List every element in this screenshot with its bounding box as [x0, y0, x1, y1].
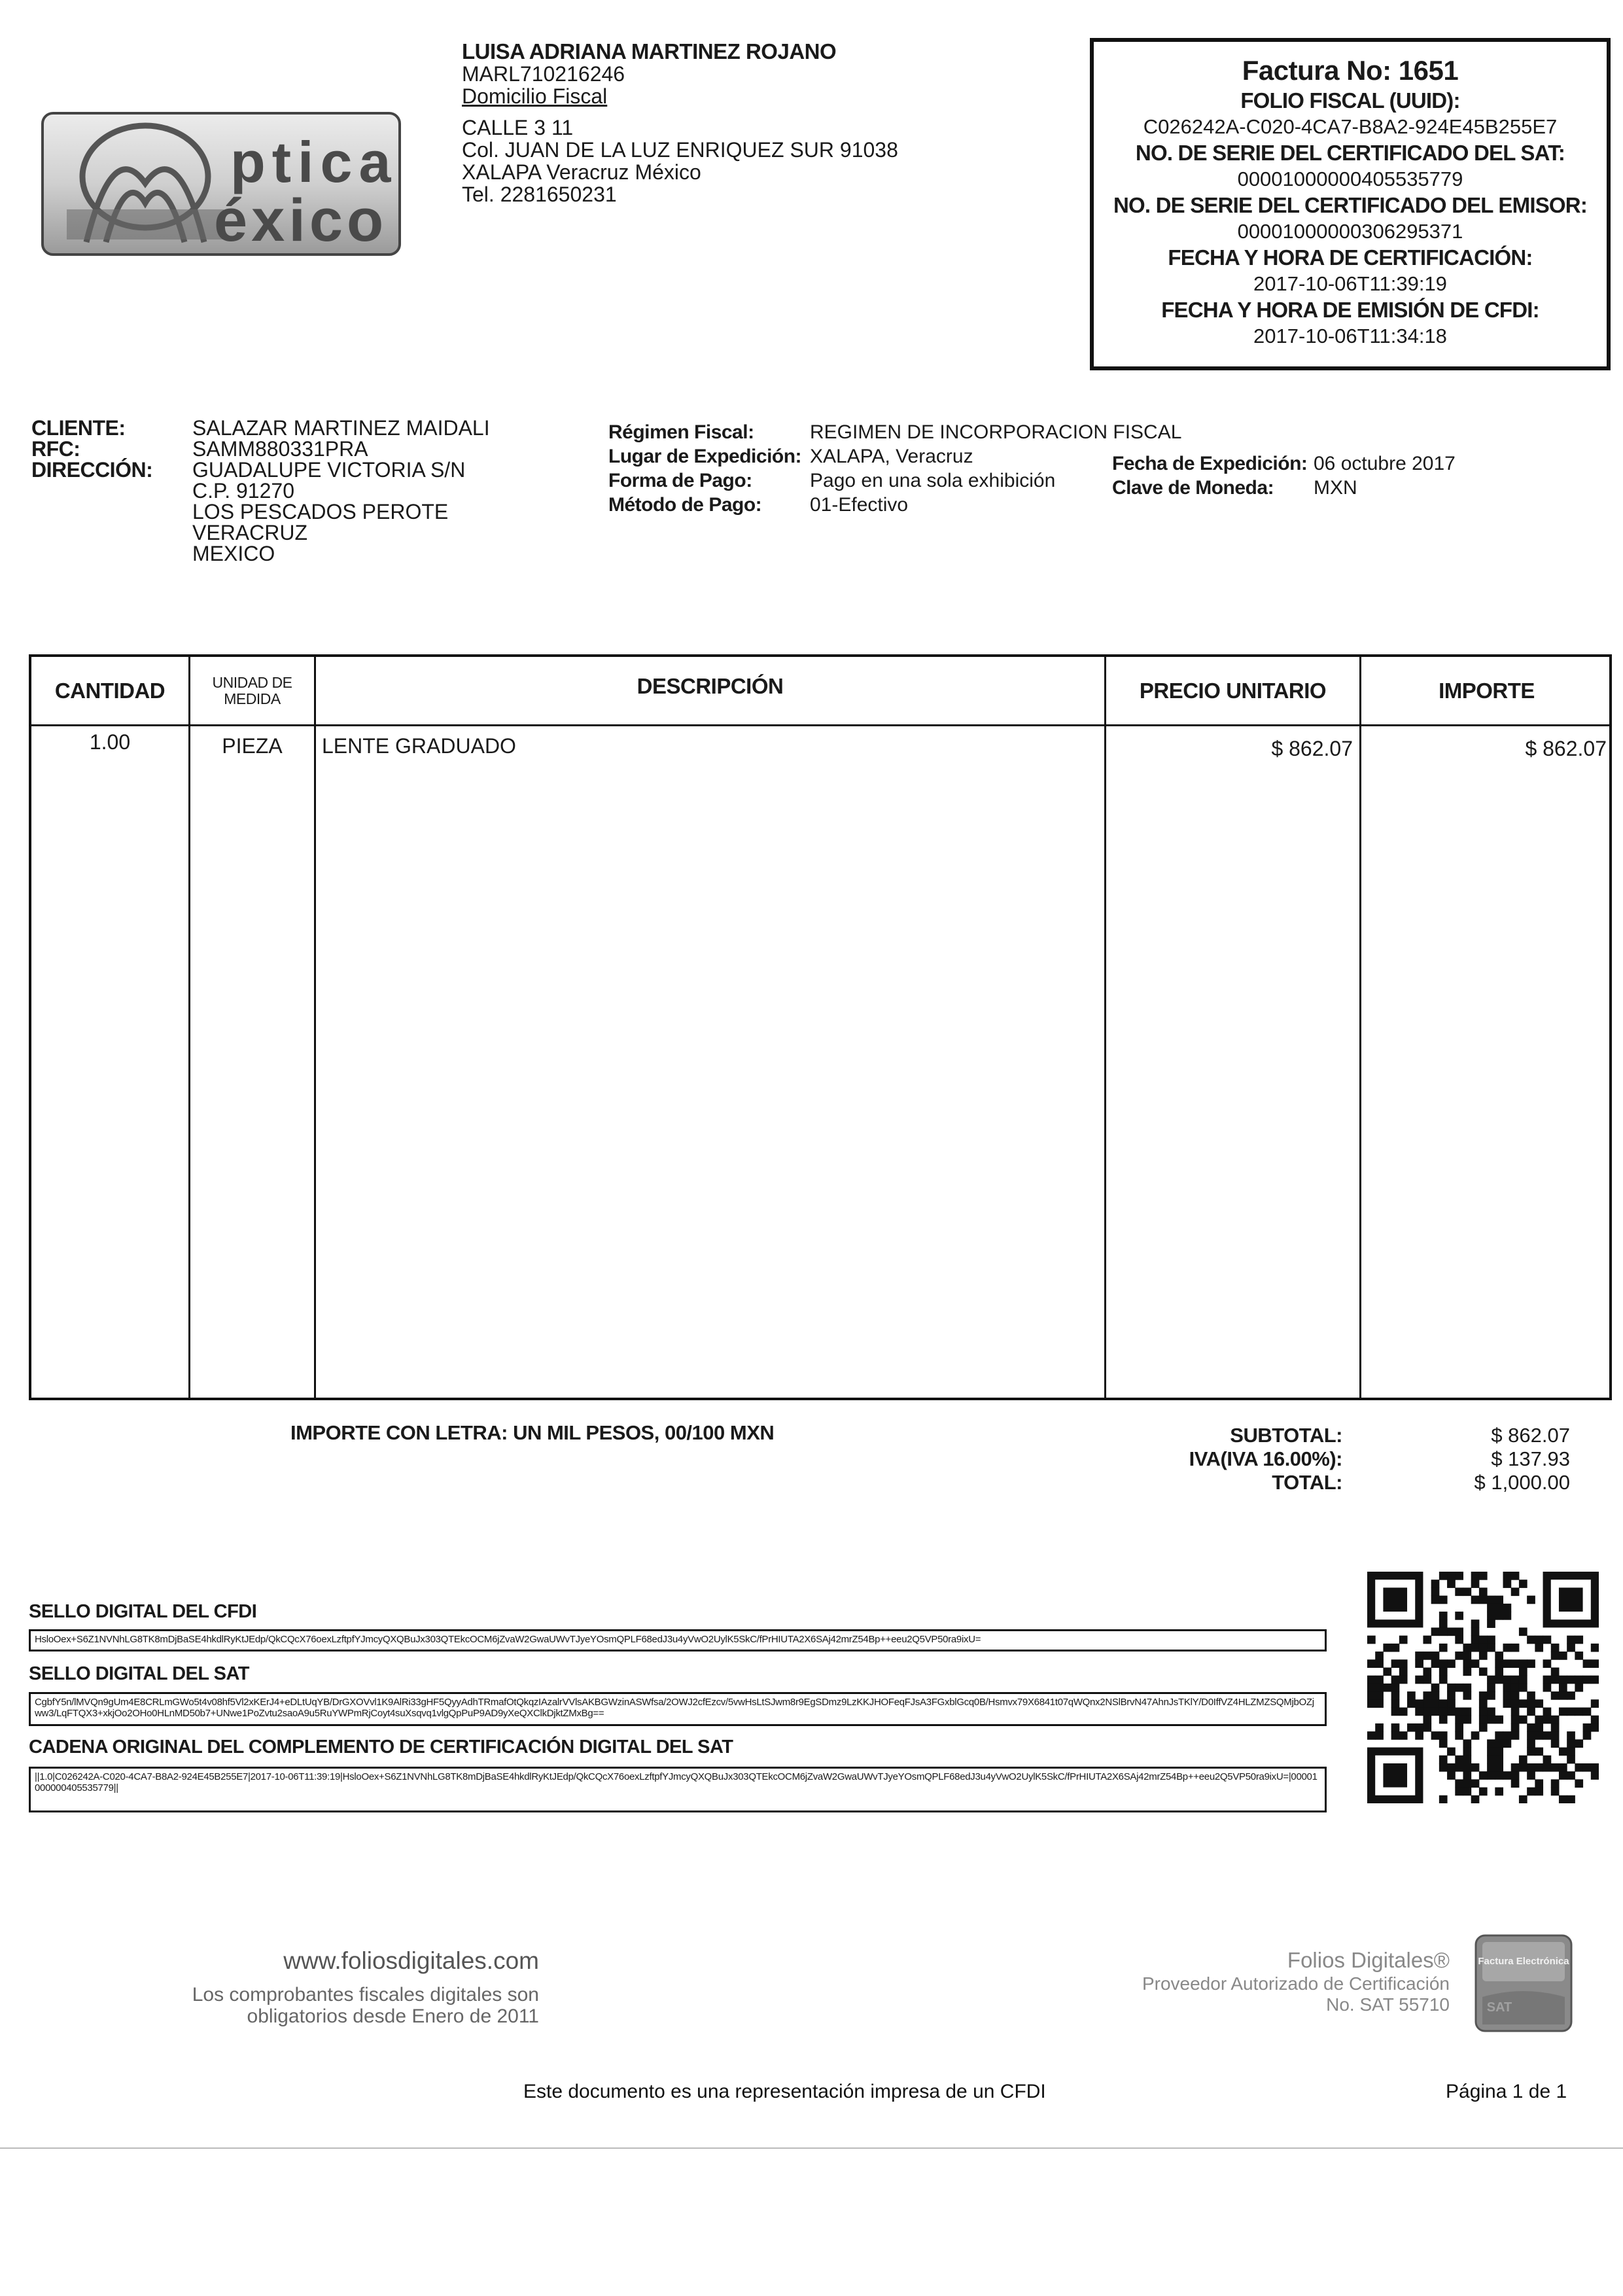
rfc-label: RFC: — [31, 437, 80, 461]
client-addr-5: MEXICO — [192, 542, 275, 565]
cadena-original-box: ||1.0|C026242A-C020-4CA7-B8A2-924E45B255E7|2017-10-06T11:39:19|HsloOex+S6Z1NVNhLG8TK8mDjBaSE4hkdlRyKtJEdp/QkCQcX76oexLzftpfYJmcyQXQBuJx303QTEkcOCM6jZvaW2GwaUWvTJyeYOsmQPLF68edJ3u4yVwO2UylK5SkC/fPrHIUTA2X6SAj42mrZ54Bp++eeu2Q5VP50ra9ixU=|00001000000405535779|| — [29, 1767, 1327, 1812]
moneda-value: MXN — [1314, 477, 1357, 499]
total-label: TOTAL: — [1272, 1471, 1342, 1494]
logo-text-top: ptica — [230, 130, 398, 194]
col-unidad-line2: MEDIDA — [224, 690, 281, 707]
iva-label: IVA(IVA 16.00%): — [1189, 1447, 1342, 1470]
footer-divider — [0, 2147, 1623, 2149]
col-cantidad: CANTIDAD — [54, 678, 166, 703]
client-rfc: SAMM880331PRA — [192, 437, 368, 461]
domicilio-fiscal-label: Domicilio Fiscal — [462, 84, 608, 108]
footer-website: www.foliosdigitales.com — [283, 1947, 539, 1974]
client-addr-3: LOS PESCADOS PEROTE — [192, 500, 449, 523]
factura-electronica-badge — [1473, 1933, 1574, 2034]
lugar-label: Lugar de Expedición: — [608, 446, 802, 467]
sello-sat-box: CgbfY5n/lMVQn9gUm4E8CRLmGWo5t4v08hf5Vl2xKErJ4+eDLtUqYB/DrGXOVvl1K9AlRi33gHF5QyyAdhTRmafOtQkqzIAzalrVVlsAKBGWzinASWfsa/2OWJ2cfEzcv/5vwHsLtSJwm8r9EgSDmz9LzKKJHOFeqFJsA3FGxblGcq0B/Hsmvx79X6841t07qWQnx2NSlBrvN47AhnJsTKlY/D0IffVZ4HLZMZSQMjbOZjww3/LqFTQX3+xkjOo2OHo0HLnMD50b7+UNwe1PoZvtu2saoA9u5RuYWPmRjCoyt4suXsqvq1vlgQpPuP9AD9yXeQXClkDjktZMxBg== — [29, 1692, 1327, 1726]
row-1-precio: $ 862.07 — [1271, 737, 1353, 760]
cert-date-value: 2017-10-06T11:39:19 — [1253, 272, 1447, 295]
row-1-unidad: PIEZA — [222, 734, 283, 758]
client-addr-1: GUADALUPE VICTORIA S/N — [192, 458, 466, 482]
subtotal-value: $ 862.07 — [1491, 1424, 1570, 1447]
issuer-city: XALAPA Veracruz México — [462, 160, 701, 184]
forma-value: Pago en una sola exhibición — [810, 470, 1056, 491]
direccion-label: DIRECCIÓN: — [31, 458, 153, 482]
sello-cfdi-title: SELLO DIGITAL DEL CFDI — [29, 1601, 257, 1622]
provider-line1: Proveedor Autorizado de Certificación — [1142, 1973, 1450, 1994]
issuer-tel: Tel. 2281650231 — [462, 183, 617, 206]
cliente-label: CLIENTE: — [31, 416, 126, 440]
issuer-block — [462, 41, 1051, 205]
regimen-label: Régimen Fiscal: — [608, 421, 754, 443]
fecha-value: 06 octubre 2017 — [1314, 453, 1456, 474]
forma-label: Forma de Pago: — [608, 470, 752, 491]
cert-date-label: FECHA Y HORA DE CERTIFICACIÓN: — [1168, 245, 1533, 270]
page-number: Página 1 de 1 — [1446, 2081, 1567, 2102]
footer-note — [131, 1984, 539, 2027]
moneda-label: Clave de Moneda: — [1112, 477, 1274, 499]
metodo-label: Método de Pago: — [608, 494, 762, 516]
row-1-descripcion: LENTE GRADUADO — [322, 734, 516, 758]
col-importe: IMPORTE — [1439, 678, 1535, 703]
emisor-serial-label: NO. DE SERIE DEL CERTIFICADO DEL EMISOR: — [1113, 193, 1588, 217]
sello-sat-title: SELLO DIGITAL DEL SAT — [29, 1663, 249, 1684]
issuer-colonia: Col. JUAN DE LA LUZ ENRIQUEZ SUR 91038 — [462, 138, 898, 162]
provider-info — [1073, 1947, 1450, 2015]
importe-con-letra: IMPORTE CON LETRA: UN MIL PESOS, 00/100 MXN — [290, 1421, 775, 1444]
emisor-serial-value: 00001000000306295371 — [1237, 220, 1463, 243]
client-addr-4: VERACRUZ — [192, 521, 308, 544]
totals-values — [1374, 1424, 1570, 1494]
uuid-value: C026242A-C020-4CA7-B8A2-924E45B255E7 — [1143, 115, 1558, 138]
qr-code — [1367, 1572, 1599, 1803]
row-1-cantidad: 1.00 — [89, 730, 131, 754]
totals-labels — [1112, 1424, 1342, 1494]
invoice-number: Factura No: 1651 — [1242, 55, 1459, 86]
issuer-rfc: MARL710216246 — [462, 62, 625, 86]
footer-note-line2: obligatorios desde Enero de 2011 — [247, 2005, 539, 2027]
issuer-street: CALLE 3 11 — [462, 116, 574, 139]
lugar-value: XALAPA, Veracruz — [810, 446, 973, 467]
col-descripcion: DESCRIPCIÓN — [637, 674, 784, 698]
emit-date-label: FECHA Y HORA DE EMISIÓN DE CFDI: — [1161, 298, 1539, 322]
sat-serial-label: NO. DE SERIE DEL CERTIFICADO DEL SAT: — [1135, 141, 1565, 165]
provider-brand: Folios Digitales® — [1287, 1948, 1450, 1972]
badge-text: Factura Electrónica — [1478, 1956, 1569, 1967]
cadena-original-title: CADENA ORIGINAL DEL COMPLEMENTO DE CERTIFICACIÓN DIGITAL DEL SAT — [29, 1737, 733, 1757]
col-precio: PRECIO UNITARIO — [1139, 678, 1327, 703]
representation-note: Este documento es una representación impresa de un CFDI — [523, 2081, 1046, 2102]
invoice-header-box — [1090, 38, 1611, 370]
sat-serial-value: 00001000000405535779 — [1237, 168, 1463, 190]
issuer-name: LUISA ADRIANA MARTINEZ ROJANO — [462, 39, 837, 63]
client-labels — [31, 417, 152, 480]
regimen-value: REGIMEN DE INCORPORACION FISCAL — [810, 421, 1182, 443]
uuid-label: FOLIO FISCAL (UUID): — [1240, 88, 1460, 113]
client-name: SALAZAR MARTINEZ MAIDALI — [192, 416, 490, 440]
items-table — [29, 654, 1612, 1400]
footer-note-line1: Los comprobantes fiscales digitales son — [192, 1984, 539, 2005]
optica-mexico-logo — [41, 111, 402, 256]
subtotal-label: SUBTOTAL: — [1230, 1424, 1342, 1447]
provider-line2: No. SAT 55710 — [1326, 1994, 1450, 2015]
client-values — [192, 417, 490, 564]
iva-value: $ 137.93 — [1491, 1447, 1570, 1470]
col-unidad — [190, 657, 314, 724]
logo-text-bottom: éxico — [214, 187, 388, 254]
expedition-values — [1314, 451, 1456, 500]
emit-date-value: 2017-10-06T11:34:18 — [1253, 325, 1447, 347]
row-1-importe: $ 862.07 — [1525, 737, 1607, 760]
client-addr-2: C.P. 91270 — [192, 479, 294, 503]
metodo-value: 01-Efectivo — [810, 494, 909, 516]
col-unidad-line1: UNIDAD DE — [212, 673, 292, 691]
sello-cfdi-box: HsloOex+S6Z1NVNhLG8TK8mDjBaSE4hkdlRyKtJEdp/QkCQcX76oexLzftpfYJmcyQXQBuJx303QTEkcOCM6jZvaW2GwaUWvTJyeYOsmQPLF68edJ3u4yVwO2UylK5SkC/fPrHIUTA2X6SAj42mrZ54Bp++eeu2Q5VP50ra9ixU= — [29, 1629, 1327, 1651]
total-value: $ 1,000.00 — [1474, 1471, 1570, 1494]
fecha-label: Fecha de Expedición: — [1112, 453, 1308, 474]
expedition-labels — [1112, 451, 1307, 500]
fiscal-labels — [608, 420, 801, 517]
